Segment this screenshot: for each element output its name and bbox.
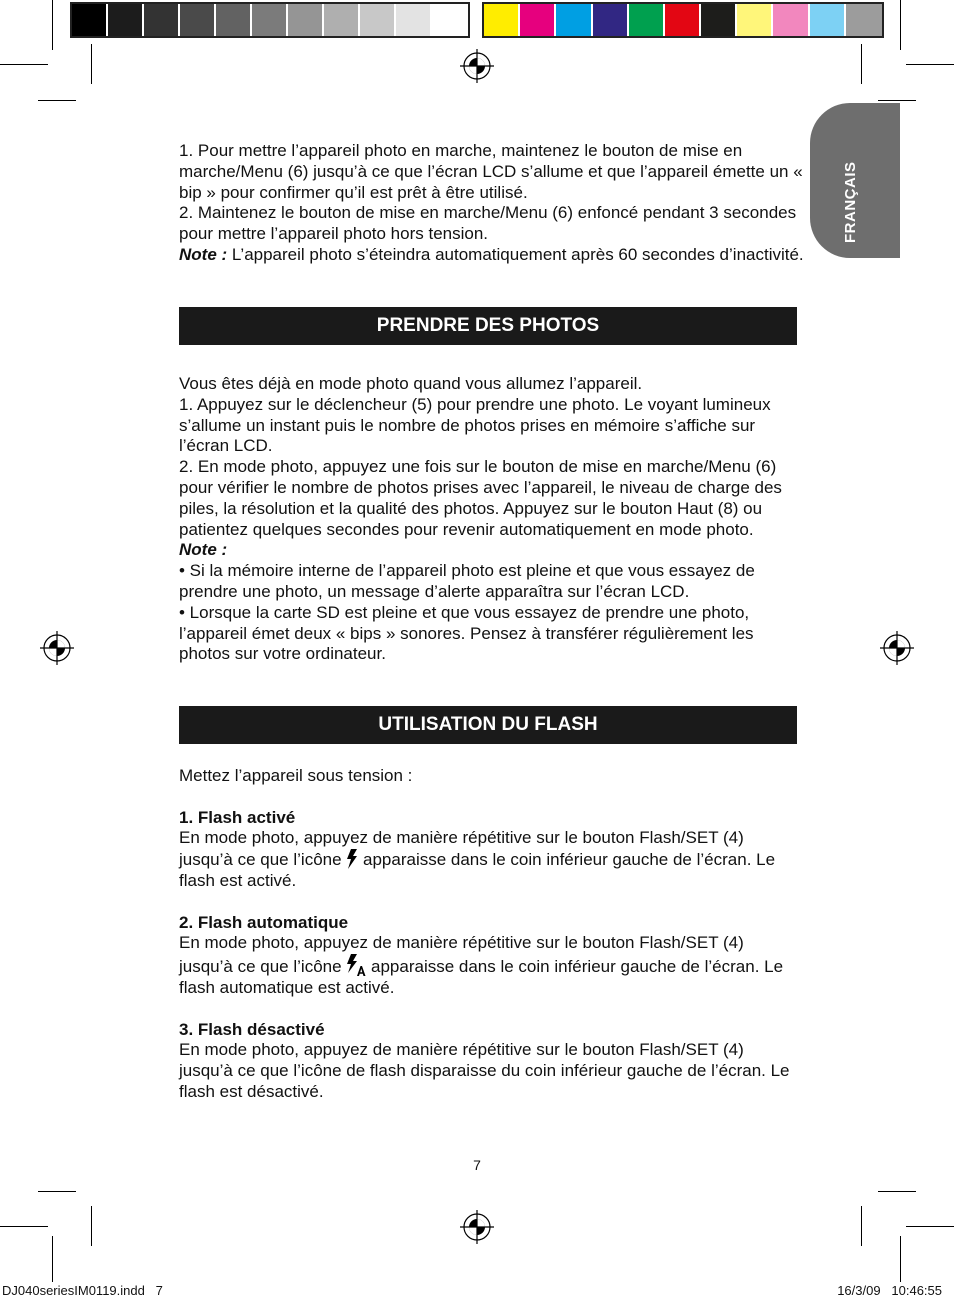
registration-mark-icon [460, 49, 494, 83]
color-swatch [810, 4, 846, 36]
registration-mark-icon [460, 1210, 494, 1244]
intro-note [179, 245, 804, 266]
section-title: PRENDRE DES PHOTOS [376, 315, 600, 336]
color-swatch [556, 4, 592, 36]
color-swatch [629, 4, 665, 36]
flash-on-text-a: En mode photo, appuyez de manière répétitive sur le bouton Flash/SET (4) jusqu’à ce que l’icône [179, 828, 744, 870]
footer-timestamp: 16/3/09 10:46:55 [837, 1283, 942, 1298]
color-swatch [180, 4, 216, 36]
section1-step-2: 2. En mode photo, appuyez une fois sur le bouton de mise en marche/Menu (6) pour vérifier le nombre de photos prises avec l’appareil, le niveau de charge des piles, la résolution et la qualité des photos. Appuyez sur le bouton Haut (8) ou patientez quelques secondes pour revenir automatiquement en mode photo. [179, 457, 782, 539]
spacer [179, 892, 801, 913]
color-swatch [484, 4, 520, 36]
crop-mark [878, 1191, 916, 1192]
color-swatch [520, 4, 556, 36]
section2-text [179, 766, 801, 1103]
flash-off-title: 3. Flash désactivé [179, 1019, 325, 1039]
flash-auto-text-a: En mode photo, appuyez de manière répétitive sur le bouton Flash/SET (4) jusqu’à ce que l’icône [179, 933, 744, 977]
intro-text [179, 141, 804, 266]
crop-mark [861, 44, 862, 84]
page-number: 7 [473, 1157, 481, 1173]
crop-mark [91, 1206, 92, 1246]
flash-off-text: En mode photo, appuyez de manière répétitive sur le bouton Flash/SET (4) jusqu’à ce que l’icône de flash disparaisse du coin inférieur gauche de l’écran. Le flash est désactivé. [179, 1040, 790, 1101]
color-swatch [665, 4, 701, 36]
color-swatch [773, 4, 809, 36]
registration-mark-icon [40, 631, 74, 665]
crop-mark [91, 44, 92, 84]
language-tab-label: FRANÇAIS [842, 161, 859, 243]
crop-mark [900, 1236, 901, 1282]
crop-mark [52, 1236, 53, 1282]
color-swatch [396, 4, 432, 36]
color-swatch [108, 4, 144, 36]
flash-auto-icon [346, 954, 366, 976]
color-swatch [593, 4, 629, 36]
color-swatch [252, 4, 288, 36]
note-text: L’appareil photo s’éteindra automatiquement après 60 secondes d’inactivité. [227, 244, 804, 264]
section-title: UTILISATION DU FLASH [378, 714, 598, 735]
color-swatch [72, 4, 108, 36]
flash-on-title: 1. Flash activé [179, 807, 296, 827]
section1-bullet-2: • Lorsque la carte SD est pleine et que vous essayez de prendre une photo, l’appareil émet deux « bips » sonores. Pensez à transférer régulièrement les photos sur votre ordinateur. [179, 602, 754, 664]
spacer [179, 787, 801, 808]
section1-note-label: Note : [179, 540, 228, 560]
flash-auto-title: 2. Flash automatique [179, 912, 349, 932]
flash-auto-text [179, 933, 801, 998]
flash-on-text [179, 828, 801, 891]
intro-step-1: 1. Pour mettre l’appareil photo en marche, maintenez le bouton de mise en marche/Menu (6) jusqu’à ce que l’écran LCD s’allume et que l’appareil émette un « bip » pour confirmer qu’il est prêt à être utilisé. [179, 141, 803, 202]
note-label: Note : [179, 244, 228, 264]
flash-auto-text-b: apparaisse dans le coin inférieur gauche de l’écran. Le flash automatique est activé. [179, 957, 784, 997]
color-swatch [144, 4, 180, 36]
color-swatch [216, 4, 252, 36]
color-swatch [360, 4, 396, 36]
spacer [179, 999, 801, 1020]
crop-mark [0, 1226, 48, 1227]
flash-on-text-b: apparaisse dans le coin inférieur gauche de l’écran. Le flash est activé. [179, 850, 776, 890]
color-swatch [288, 4, 324, 36]
color-swatch [432, 4, 468, 36]
intro-step-2: 2. Maintenez le bouton de mise en marche/Menu (6) enfoncé pendant 3 secondes pour mettre l’appareil photo hors tension. [179, 203, 797, 244]
footer-file-info: DJ040seriesIM0119.indd 7 [2, 1283, 163, 1298]
language-tab [810, 103, 900, 258]
crop-mark [900, 0, 901, 50]
color-swatch [324, 4, 360, 36]
color-swatch [737, 4, 773, 36]
section1-bullet-1: • Si la mémoire interne de l’appareil photo est pleine et que vous essayez de prendre une photo, un message d’alerte apparaîtra sur l’écran LCD. [179, 561, 755, 601]
crop-mark [38, 1191, 76, 1192]
grayscale-color-bar [70, 2, 470, 38]
section1-paragraph: Vous êtes déjà en mode photo quand vous allumez l’appareil. [179, 374, 643, 393]
section-header-prendre-des-photos [179, 307, 797, 345]
color-swatch [701, 4, 737, 36]
crop-mark [878, 100, 916, 101]
crop-mark [0, 64, 48, 65]
registration-mark-icon [880, 631, 914, 665]
color-swatch [846, 4, 882, 36]
section1-step-1: 1. Appuyez sur le déclencheur (5) pour prendre une photo. Le voyant lumineux s’allume un instant puis le nombre de photos prises en mémoire s’affiche sur l’écran LCD. [179, 394, 771, 456]
crop-mark [906, 64, 954, 65]
crop-mark [38, 100, 76, 101]
section2-intro: Mettez l’appareil sous tension : [179, 766, 413, 785]
crop-mark [52, 0, 53, 50]
crop-mark [906, 1226, 954, 1227]
section1-text [179, 374, 804, 665]
section-header-utilisation-du-flash [179, 706, 797, 744]
cmyk-color-bar [482, 2, 884, 38]
crop-mark [861, 1206, 862, 1246]
flash-icon [346, 849, 358, 869]
